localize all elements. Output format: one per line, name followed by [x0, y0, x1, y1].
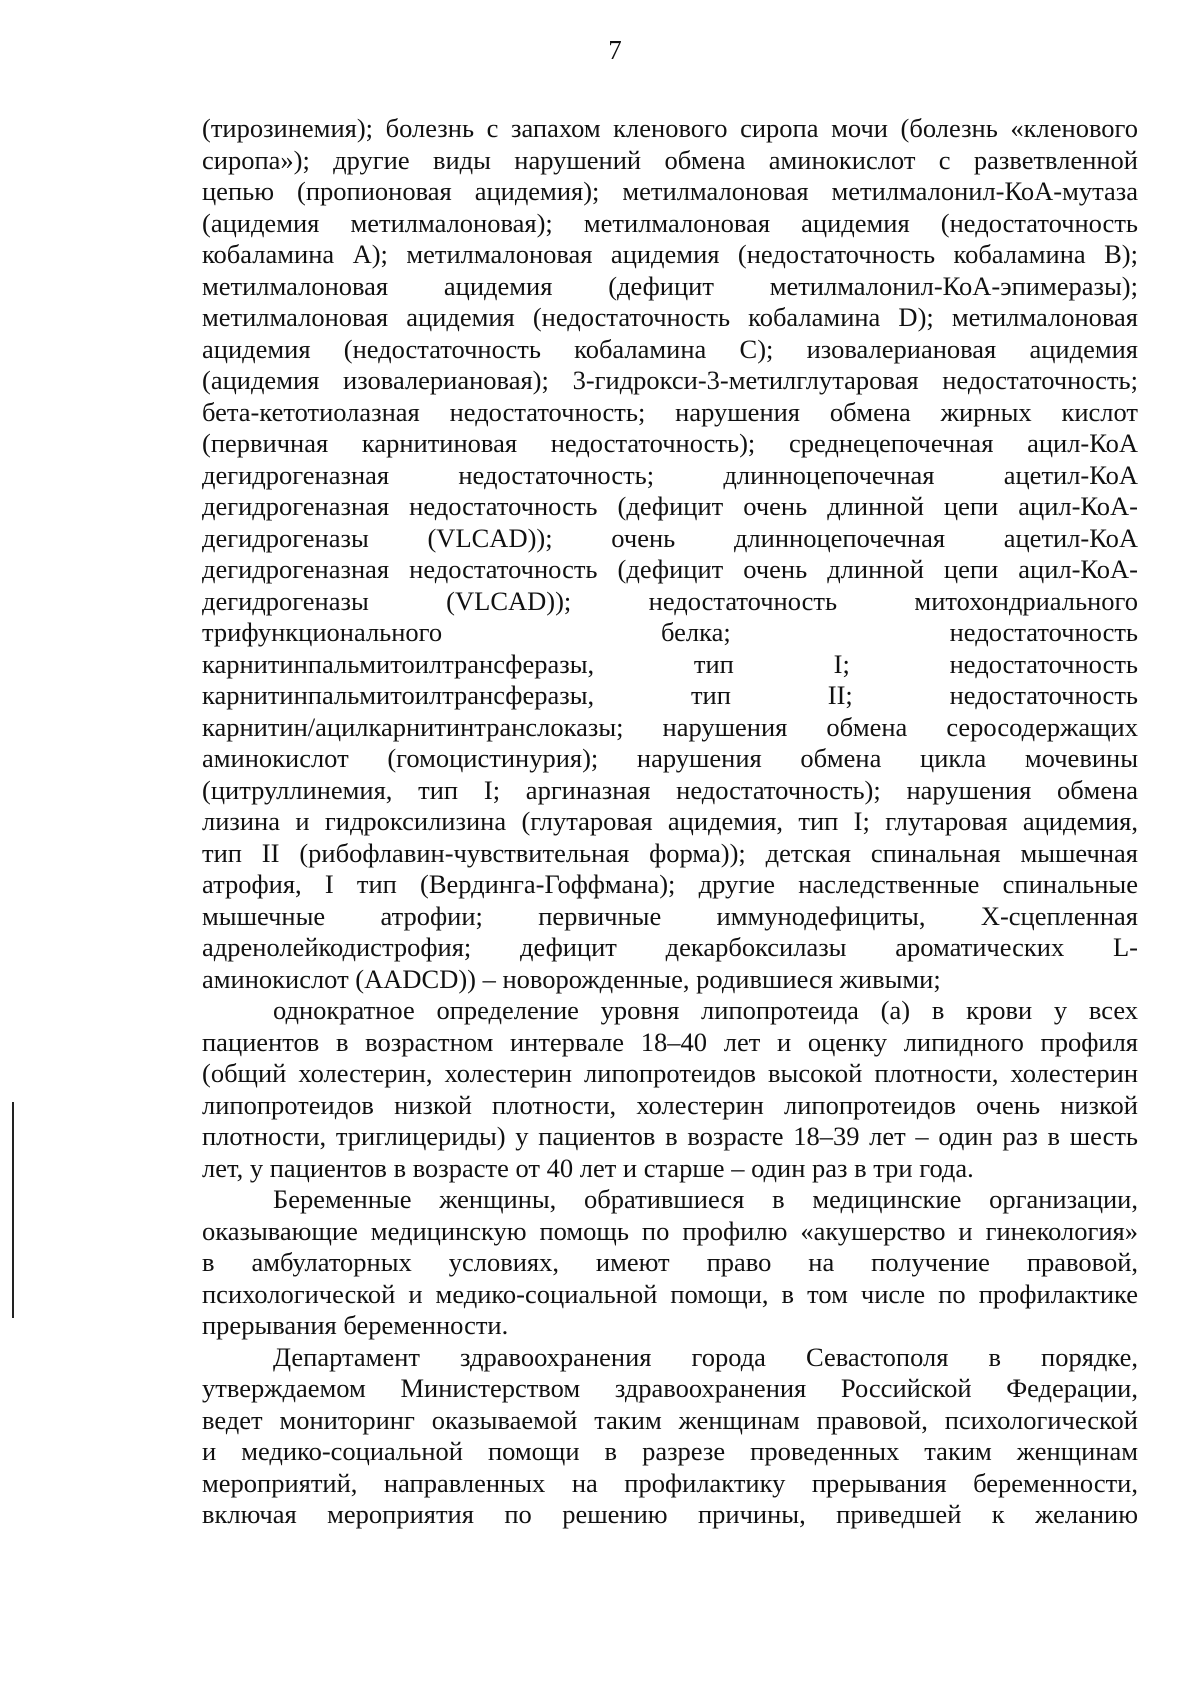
- text-line: оказывающие медицинскую помощь по профилю «акушерство и гинекология»: [202, 1215, 1138, 1246]
- text-line: аминокислот (гомоцистинурия); нарушения обмена цикла мочевины: [202, 743, 1138, 773]
- text-line: кобаламина А); метилмалоновая ацидемия (недостаточность кобаламина В);: [202, 239, 1138, 269]
- text-line: мероприятий, направленных на профилактику прерывания беременности,: [202, 1467, 1138, 1498]
- text-line: (тирозинемия); болезнь с запахом кленового сиропа мочи (болезнь «кленового: [202, 113, 1138, 143]
- text-line: цепью (пропионовая ацидемия); метилмалоновая метилмалонил-КоА-мутаза: [202, 176, 1138, 206]
- text-line: мышечные атрофии; первичные иммунодефициты, Х-сцепленная: [202, 900, 1138, 931]
- text-line: дегидрогеназная недостаточность; длинноцепочечная ацетил-КоА: [202, 459, 1138, 490]
- text-line: психологической и медико-социальной помощи, в том числе по профилактике: [202, 1278, 1138, 1309]
- text-line: ведет мониторинг оказываемой таким женщинам правовой, психологической: [202, 1404, 1138, 1435]
- text-line: аминокислот (AADCD)) – новорожденные, родившиеся живыми;: [202, 963, 941, 994]
- text-line: однократное определение уровня липопротеида (а) в крови у всех: [273, 995, 1138, 1025]
- text-line: в амбулаторных условиях, имеют право на получение правовой,: [202, 1247, 1138, 1277]
- text-line: метилмалоновая ацидемия (дефицит метилмалонил-КоА-эпимеразы);: [202, 270, 1138, 301]
- paragraph: [202, 1342, 1138, 1531]
- paragraph: [202, 1184, 1138, 1342]
- text-line: (цитруллинемия, тип I; аргиназная недостаточность); нарушения обмена: [202, 774, 1138, 805]
- text-line: Беременные женщины, обратившиеся в медицинские организации,: [273, 1184, 1138, 1214]
- text-line: адренолейкодистрофия; дефицит декарбоксилазы ароматических L-: [202, 932, 1138, 962]
- text-line: дегидрогеназы (VLCAD)); очень длинноцепочечная ацетил-КоА: [202, 522, 1138, 553]
- text-line: прерывания беременности.: [202, 1310, 509, 1340]
- text-line: (общий холестерин, холестерин липопротеидов высокой плотности, холестерин: [202, 1058, 1138, 1088]
- page-number: 7: [608, 35, 622, 65]
- text-line: карнитинпальмитоилтрансферазы, тип I; недостаточность: [202, 648, 1138, 679]
- text-line: карнитинпальмитоилтрансферазы, тип II; недостаточность: [202, 680, 1138, 710]
- paragraph: [202, 113, 1138, 995]
- body-text: [202, 113, 1138, 1531]
- text-line: включая мероприятия по решению причины, приведшей к желанию: [202, 1499, 1138, 1529]
- text-line: дегидрогеназы (VLCAD)); недостаточность митохондриального: [202, 585, 1138, 616]
- paragraph: [202, 995, 1138, 1184]
- text-line: (ацидемия метилмалоновая); метилмалоновая ацидемия (недостаточность: [202, 207, 1138, 238]
- text-line: лизина и гидроксилизина (глутаровая ацидемия, тип I; глутаровая ацидемия,: [202, 806, 1138, 836]
- text-line: (первичная карнитиновая недостаточность); среднецепочечная ацил-КоА: [202, 428, 1138, 458]
- text-line: пациентов в возрастном интервале 18–40 лет и оценку липидного профиля: [202, 1026, 1138, 1057]
- text-line: бета-кетотиолазная недостаточность; нарушения обмена жирных кислот: [202, 396, 1138, 427]
- text-line: плотности, триглицериды) у пациентов в возрасте 18–39 лет – один раз в шесть: [202, 1121, 1138, 1151]
- text-line: (ацидемия изовалериановая); 3-гидрокси-3-метилглутаровая недостаточность;: [202, 365, 1138, 395]
- text-line: трифункционального белка; недостаточность: [202, 617, 1138, 647]
- text-line: ацидемия (недостаточность кобаламина С); изовалериановая ацидемия: [202, 333, 1138, 364]
- text-line: атрофия, I тип (Вердинга-Гоффмана); другие наследственные спинальные: [202, 869, 1138, 899]
- text-line: Департамент здравоохранения города Севастополя в порядке,: [273, 1341, 1138, 1372]
- text-line: утверждаемом Министерством здравоохранения Российской Федерации,: [202, 1373, 1138, 1403]
- text-line: липопротеидов низкой плотности, холестерин липопротеидов очень низкой: [202, 1089, 1138, 1120]
- text-line: сиропа»); другие виды нарушений обмена аминокислот с разветвленной: [202, 144, 1138, 175]
- text-line: тип II (рибофлавин-чувствительная форма)); детская спинальная мышечная: [202, 837, 1138, 868]
- text-line: карнитин/ацилкарнитинтранслоказы; нарушения обмена серосодержащих: [202, 711, 1138, 742]
- text-line: лет, у пациентов в возрасте от 40 лет и старше – один раз в три года.: [202, 1152, 974, 1183]
- text-line: дегидрогеназная недостаточность (дефицит очень длинной цепи ацил-КоА-: [202, 491, 1138, 521]
- text-line: метилмалоновая ацидемия (недостаточность кобаламина D); метилмалоновая: [202, 302, 1138, 332]
- margin-mark: [12, 1102, 14, 1318]
- text-line: и медико-социальной помощи в разрезе проведенных таким женщинам: [202, 1436, 1138, 1466]
- text-line: дегидрогеназная недостаточность (дефицит очень длинной цепи ацил-КоА-: [202, 554, 1138, 584]
